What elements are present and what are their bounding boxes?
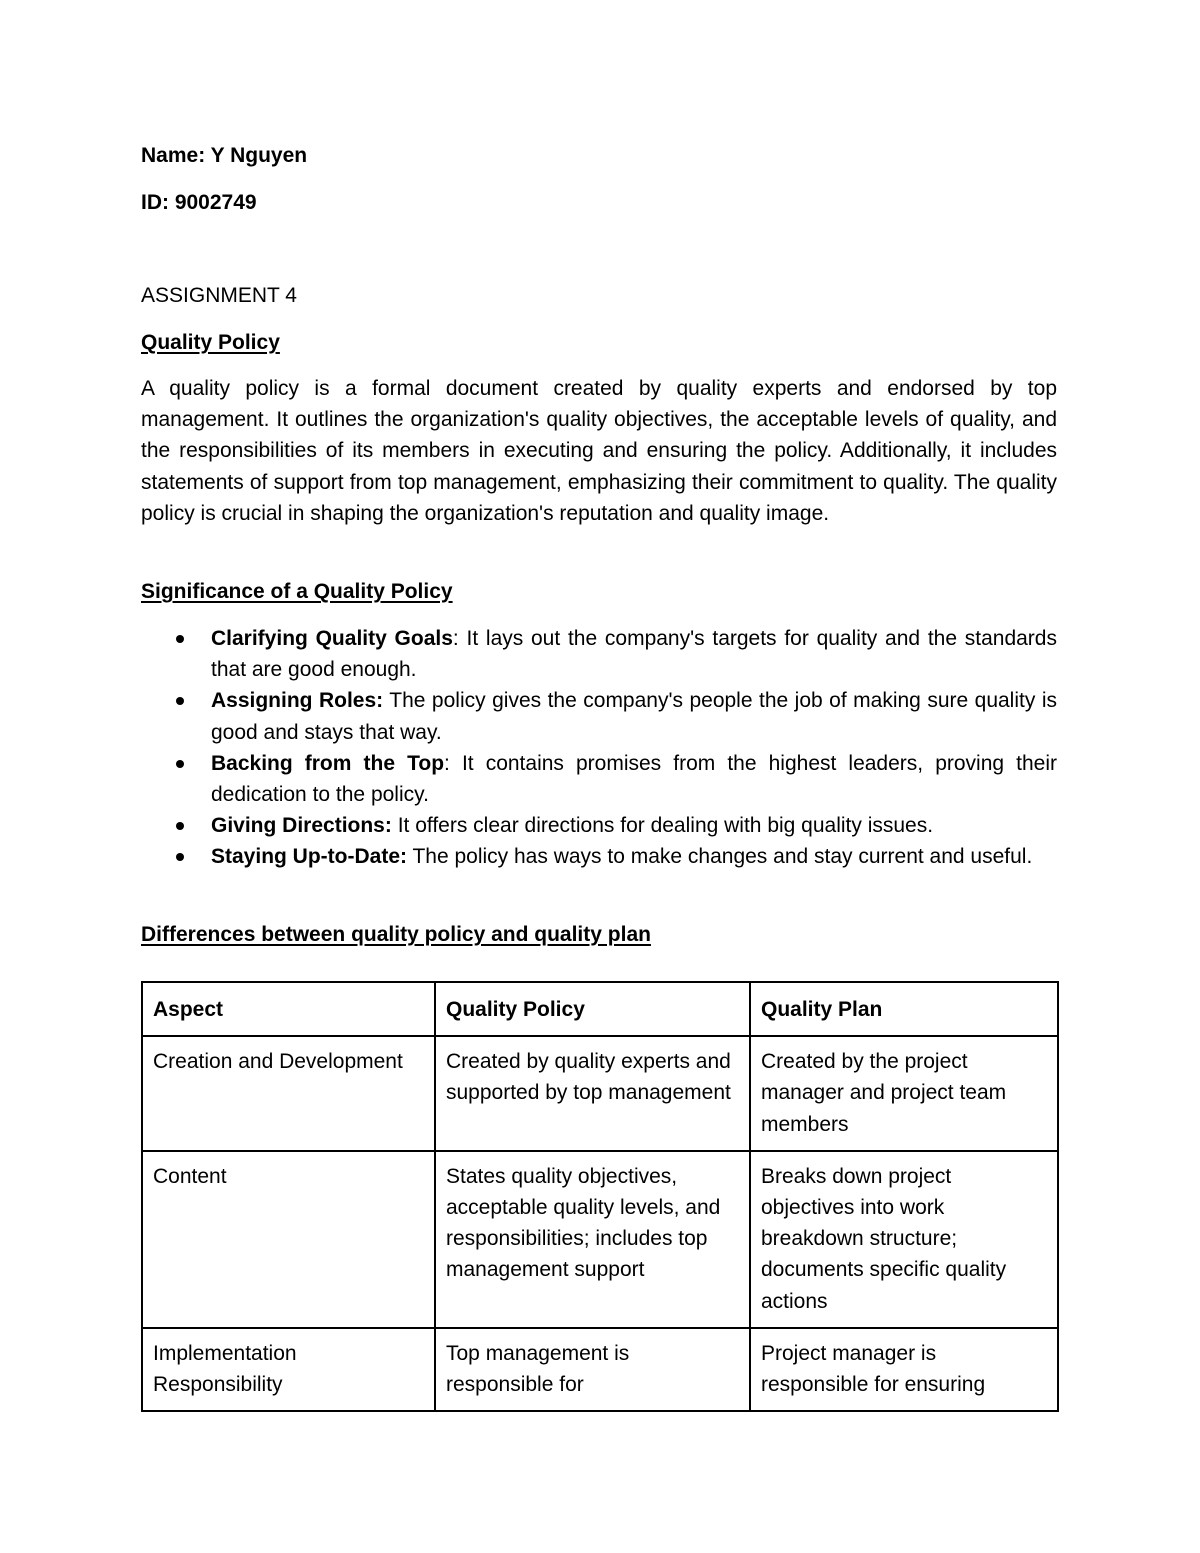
- differences-heading: Differences between quality policy and quality plan: [141, 923, 651, 946]
- table-cell: Creation and Development: [142, 1036, 435, 1151]
- table-row: [142, 1151, 1058, 1328]
- bullet-icon: [176, 635, 184, 643]
- list-item-term: Staying Up-to-Date:: [211, 845, 407, 869]
- list-item-text: It contains promises from the highest leaders, proving their dedication to the policy.: [211, 751, 1057, 807]
- name-label: Name: [141, 144, 199, 167]
- bullet-icon: [176, 760, 184, 768]
- column-header-quality-plan: Quality Plan: [750, 982, 1058, 1036]
- list-item-text: The policy gives the company's people the job of making sure quality is good and stays that way.: [211, 689, 1057, 744]
- table-cell: Content: [142, 1151, 435, 1328]
- bullet-icon: [176, 853, 184, 861]
- quality-policy-paragraph: A quality policy is a formal document created by quality experts and endorsed by top management. It outlines the organization's quality objectives, the acceptable levels of quality, and the responsibilities of its members in executing and ensuring the policy. Additionally, it includes statements of support from top management, emphasizing their commitment to quality. The quality policy is crucial in shaping the organization's reputation and quality image.: [141, 377, 1057, 525]
- table-cell: Top management is responsible for: [435, 1328, 750, 1411]
- significance-heading: Significance of a Quality Policy: [141, 580, 453, 603]
- student-id-line: ID: 9002749: [141, 191, 257, 214]
- list-item: [141, 810, 1057, 841]
- list-item-sep: :: [444, 751, 450, 775]
- quality-policy-heading: Quality Policy: [141, 331, 280, 354]
- column-header-quality-policy: Quality Policy: [435, 982, 750, 1036]
- list-item: [141, 623, 1057, 685]
- table-cell: Created by the project manager and project team members: [750, 1036, 1058, 1151]
- list-item-term: Giving Directions:: [211, 814, 392, 838]
- column-header-aspect: Aspect: [142, 982, 435, 1036]
- differences-table: [141, 981, 1059, 1412]
- name-value: : Y Nguyen: [198, 144, 308, 167]
- list-item: [141, 748, 1057, 810]
- list-item-text: It offers clear directions for dealing with big quality issues.: [391, 814, 934, 838]
- list-item-term: Clarifying Quality Goals: [211, 627, 453, 650]
- bullet-icon: [176, 822, 184, 830]
- list-item: [141, 841, 1057, 872]
- significance-list: [141, 623, 1057, 873]
- table-cell: Breaks down project objectives into work breakdown structure; documents specific quality actions: [750, 1151, 1058, 1328]
- list-item-text: It lays out the company's targets for quality and the standards that are good enough.: [211, 627, 1057, 682]
- table-cell: Implementation Responsibility: [142, 1328, 435, 1411]
- bullet-icon: [176, 697, 184, 705]
- table-cell: Project manager is responsible for ensuring: [750, 1328, 1058, 1411]
- table-cell: Created by quality experts and supported by top management: [435, 1036, 750, 1151]
- table-row: [142, 1036, 1058, 1151]
- list-item-term: Backing from the Top: [211, 751, 445, 775]
- list-item: [141, 685, 1057, 747]
- student-name-line: [141, 140, 307, 171]
- table-row: [142, 1328, 1058, 1411]
- list-item-sep: :: [452, 627, 459, 650]
- document-page: [141, 0, 1057, 1553]
- list-item-text: The policy has ways to make changes and stay current and useful.: [407, 845, 1033, 869]
- table-cell: States quality objectives, acceptable quality levels, and responsibilities; includes top management support: [435, 1151, 750, 1328]
- list-item-term: Assigning Roles:: [211, 689, 384, 713]
- assignment-title: ASSIGNMENT 4: [141, 284, 297, 307]
- table-header-row: [142, 982, 1058, 1036]
